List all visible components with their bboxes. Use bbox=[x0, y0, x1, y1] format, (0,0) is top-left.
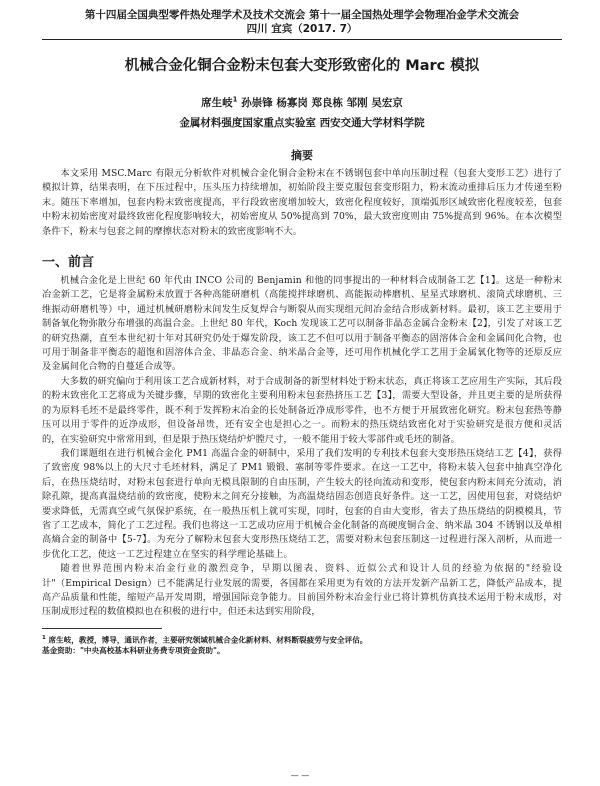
page-number: — — bbox=[290, 771, 310, 780]
intro-paragraph-2: 大多数的研究偏向于利用该工艺合成新材料，对于合成制备的新型材料处于粉末状态，真正将该工艺应用生产实际，其后段的粉末致密化工艺将成为关键步骤，早期的致密化主要利用粉末包套热挤压工艺【3】，需要大型设备，并且更主要的是所获得的为原料毛坯不是最终零件，既不利于发挥粉末冶金的长处制备近净成形零件，也不方便于开展致密化研究。粉末包套热等静压可以用于零件的近净成形，但设备昂贵，还有安全也是担心之一。而粉末的热压烧结致密化对于实验研究是很方便和灵活的，在实验研究中常常用到，但是限于热压烧结炉炉膛尺寸，一般不能用于较大零部件或毛坯的制备。 bbox=[42, 375, 562, 445]
header-rule bbox=[42, 39, 562, 40]
section-heading-introduction: 一、前言 bbox=[42, 255, 95, 271]
footnote bbox=[42, 633, 562, 657]
intro-paragraph-3: 我们课题组在进行机械合金化 PM1 高温合金的研制中，采用了我们发明的专利技术包套大变形热压烧结工艺【4】，获得了致密度 98%以上的大尺寸毛坯材料，满足了 PM1 锻锻、塞制等零件要求。在这一工艺中，将粉末装入包套中抽真空净化后，在热压烧结时，对粉末包套进行单向无模具限制的自由压制，产生较大的径向流动和变形，使包套内粉末间充分流动，消除孔隙，提高真温烧结前的致密度，使粉末之间充分接触，为高温烧结固态创造良好条件。这一工艺，因使用包套，对烧结炉要求降低，无需真空或气氛保护系统，在一般热压机上就可实现，同时，包套的自由大变形，省去了热压烧结的阴模模具，节省了工艺成本，简化了工艺过程。我们也将这一工艺成功应用于机械合金化制备的高硬度铜合金、纳米晶 304 不锈钢以及单相高熵合金的制备中【5-7】。为充分了解粉末包套大变形热压烧结工艺，需要对粉末包套压制这一过程进行深入剖析，从而进一步优化工艺，使这一工艺过程建立在坚实的科学理论基础上。 bbox=[42, 447, 562, 560]
intro-paragraph-1: 机械合金化是上世纪 60 年代由 INCO 公司的 Benjamin 和他的同事提出的一种材料合成制备工艺【1】。这是一种粉末冶金新工艺，它是将金属粉末放置于各种高能研磨机（高能搅拌球磨机、高能振动棒磨机、星星式球磨机、滚筒式球磨机、三维振动研磨机等）中，通过机械研磨粉末间发生反复焊合与断裂从而实现组元间冶金结合形成新材料。最初，该工艺主要用于制备氧化物弥散分布增强的高温合金。上世纪 80 年代，Koch 发现该工艺可以制备非晶态金属合金粉末【2】，引发了对该工艺的研究热潮，直至本世纪初十年对其研究仍处于爆发阶段，该工艺不但可以用于制备平衡态的固溶体合金和金属间化合物，也可用于制备非平衡态的超饱和固溶体合金、非晶态合金、纳米晶合金等，还可用作机械化学工艺用于金属氧化物等的还原反应及金属间化合物的自蔓延合成等。 bbox=[42, 275, 562, 373]
footnote-line2: 基金资助："中央高校基本科研业务费专项资金资助"。 bbox=[42, 646, 225, 656]
footnote-rule bbox=[42, 628, 162, 629]
conference-header bbox=[42, 8, 562, 36]
footnote-line1 bbox=[42, 633, 562, 646]
other-authors: 孙崇锋 杨寡岗 郑良栋 邹刚 吴宏京 bbox=[237, 97, 403, 109]
introduction-body bbox=[42, 274, 562, 620]
affiliation: 金属材料强度国家重点实验室 西安交通大学材料学院 bbox=[179, 117, 425, 129]
footnote-mark: 1 bbox=[42, 634, 46, 641]
abstract-heading: 摘要 bbox=[291, 149, 313, 162]
author-list bbox=[42, 95, 562, 110]
conference-header-line1: 第十四届全国典型零件热处理学术及技术交流会 第十一届全国热处理学会物理冶金学术交流会 bbox=[84, 9, 520, 21]
paper-title: 机械合金化铜合金粉末包套大变形致密化的 Marc 模拟 bbox=[124, 58, 480, 74]
conference-header-line2: 四川 宜宾（2017. 7） bbox=[246, 23, 358, 35]
footnote-author-info: 席生岐，教授，博导，通讯作者，主要研究领域机械合金化新材料、材料断裂疲劳与安全评估。 bbox=[45, 635, 368, 645]
first-author: 席生岐 bbox=[201, 97, 233, 109]
abstract-text: 本文采用 MSC.Marc 有限元分析软件对机械合金化铜合金粉末在不锈钢包套中单向压制过程（包套大变形工艺）进行了模拟计算，结果表明，在下压过程中，压头压力持续增加，初始阶段主要克服包套变形阻力，粉末流动重排后压力才传递至粉末。随压下率增加，包套内粉末致密度提高，平行段致密度增加较大，致密化程度较好，顶端弧形区域致密化程度较差，包套中粉末初始密度对最终致密化程度影响较大，初始密度从 50%提高到 70%，最大致密度则由 75%提高到 96%。在本次模型条件下，粉末与包套之间的摩擦状态对粉末的致密度影响不大。 bbox=[42, 168, 562, 237]
author-footnote-mark: 1 bbox=[232, 95, 238, 104]
intro-paragraph-4: 随着世界范围内粉末冶金行业的激烈竞争，早期以图表、资料、近似公式和设计人员的经验为依据的"经验设计"（Empirical Design）已不能满足行业发展的需要，各国都在采用更为有效的方法开发新产品新工艺，降低产品成本，提高产品质量和性能，缩短产品开发周期，增强国际竞争能力。目前国外粉末冶金行业已将计算机仿真技术运用于粉末成形，对压制成形过程的数值模拟也在积极的进行中，但还未达到实用阶段， bbox=[42, 563, 562, 618]
